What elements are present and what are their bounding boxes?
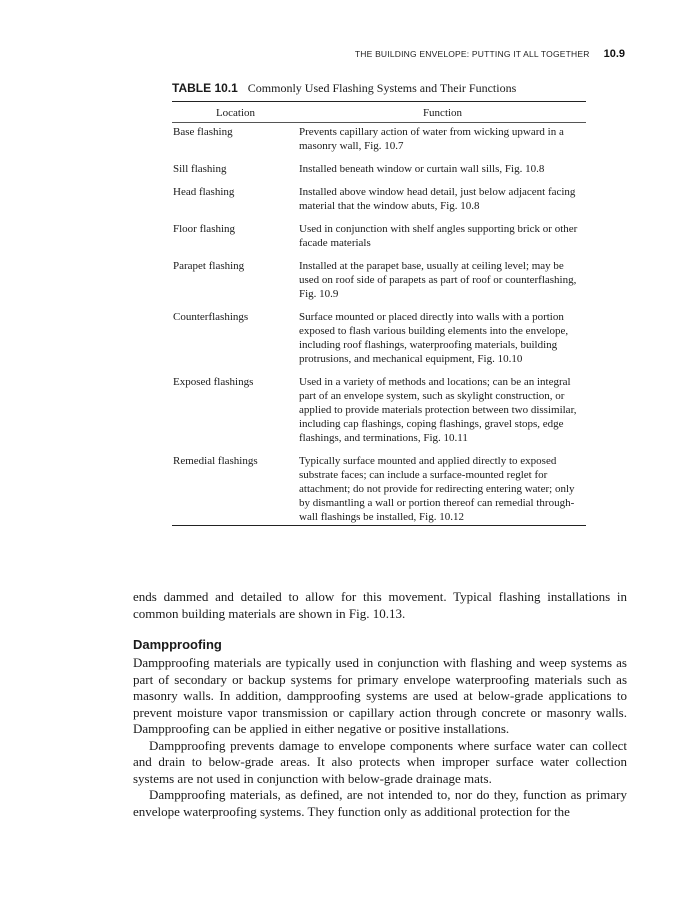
- paragraph: ends dammed and detailed to allow for this movement. Typical flashing installations in common building materials are shown in Fig. 10.13.: [133, 589, 627, 621]
- cell-function: Installed above window head detail, just below adjacent facing material that the window abuts, Fig. 10.8: [299, 186, 576, 212]
- running-title: THE BUILDING ENVELOPE: PUTTING IT ALL TOGETHER: [354, 49, 590, 59]
- table-row: [172, 307, 586, 372]
- cell-location: Base flashing: [173, 126, 233, 138]
- table-row: [172, 159, 586, 182]
- flashing-table: [172, 101, 586, 526]
- cell-function: Used in a variety of methods and locations; can be an integral part of an envelope system, such as skylight construction, or applied to provide materials protection between two dissimilar, including cap flashings, coping flashings, gravel stops, edge flashings, and terminations, Fig. 10.11: [299, 376, 577, 444]
- flashing-table-container: [172, 101, 586, 526]
- cell-function: Surface mounted or placed directly into walls with a portion exposed to flash various building elements into the envelope, including roof flashings, waterproofing materials, building protrusions, and mechanical equipment, Fig. 10.10: [299, 311, 569, 365]
- cell-location: Head flashing: [173, 186, 235, 198]
- column-header-function: Function: [299, 102, 586, 123]
- cell-location: Exposed flashings: [173, 376, 254, 388]
- cell-function: Typically surface mounted and applied directly to exposed substrate faces; can include a surface-mounted reglet for attachment; do not provide for redirecting entering water; only by dismantling a wall or portion thereof can remedial through-wall flashings be installed, Fig. 10.12: [299, 451, 586, 526]
- table-label: TABLE 10.1: [172, 81, 238, 95]
- paragraph: Dampproofing materials, as defined, are not intended to, nor do they, function as primary envelope waterproofing systems. They function only as additional protection for the: [133, 787, 627, 819]
- table-header-row: [172, 102, 586, 123]
- cell-location: Counterflashings: [173, 311, 249, 323]
- cell-function: Prevents capillary action of water from wicking upward in a masonry wall, Fig. 10.7: [299, 126, 564, 152]
- cell-function: Installed beneath window or curtain wall sills, Fig. 10.8: [299, 163, 545, 175]
- section-heading: Dampproofing: [133, 637, 222, 652]
- paragraph: Dampproofing prevents damage to envelope components where surface water can collect and drain to below-grade areas. It also protects when improper surface water collection systems are not used in conjunction with below-grade drainage mats.: [133, 737, 627, 786]
- cell-location: Parapet flashing: [173, 260, 245, 272]
- body-section-text: [133, 655, 627, 820]
- column-header-location: Location: [172, 102, 299, 123]
- cell-location: Remedial flashings: [172, 451, 299, 526]
- table-title: Commonly Used Flashing Systems and Their Functions: [247, 81, 517, 95]
- cell-location: Sill flashing: [173, 163, 227, 175]
- table-row: [172, 219, 586, 256]
- cell-location: Floor flashing: [173, 223, 236, 235]
- table-row: [172, 451, 586, 526]
- paragraph: Dampproofing materials are typically used in conjunction with flashing and weep systems as part of secondary or backup systems for primary envelope waterproofing materials such as masonry walls. In addition, dampproofing systems are used at below-grade applications to prevent moisture vapor transmission or capillary action through concrete or masonry walls. Dampproofing can be applied in either negative or positive installations.: [133, 655, 627, 736]
- table-row: [172, 372, 586, 451]
- body-paragraph-continued: [133, 589, 627, 622]
- cell-function: Used in conjunction with shelf angles supporting brick or other facade materials: [299, 223, 578, 249]
- table-row: [172, 182, 586, 219]
- table-caption: [172, 79, 516, 97]
- cell-function: Installed at the parapet base, usually at ceiling level; may be used on roof side of parapets as part of roof or counterflashing, Fig. 10.9: [299, 260, 577, 300]
- running-header: [355, 48, 625, 60]
- table-row: [172, 256, 586, 307]
- page-number: 10.9: [603, 48, 625, 60]
- table-row: [172, 123, 586, 160]
